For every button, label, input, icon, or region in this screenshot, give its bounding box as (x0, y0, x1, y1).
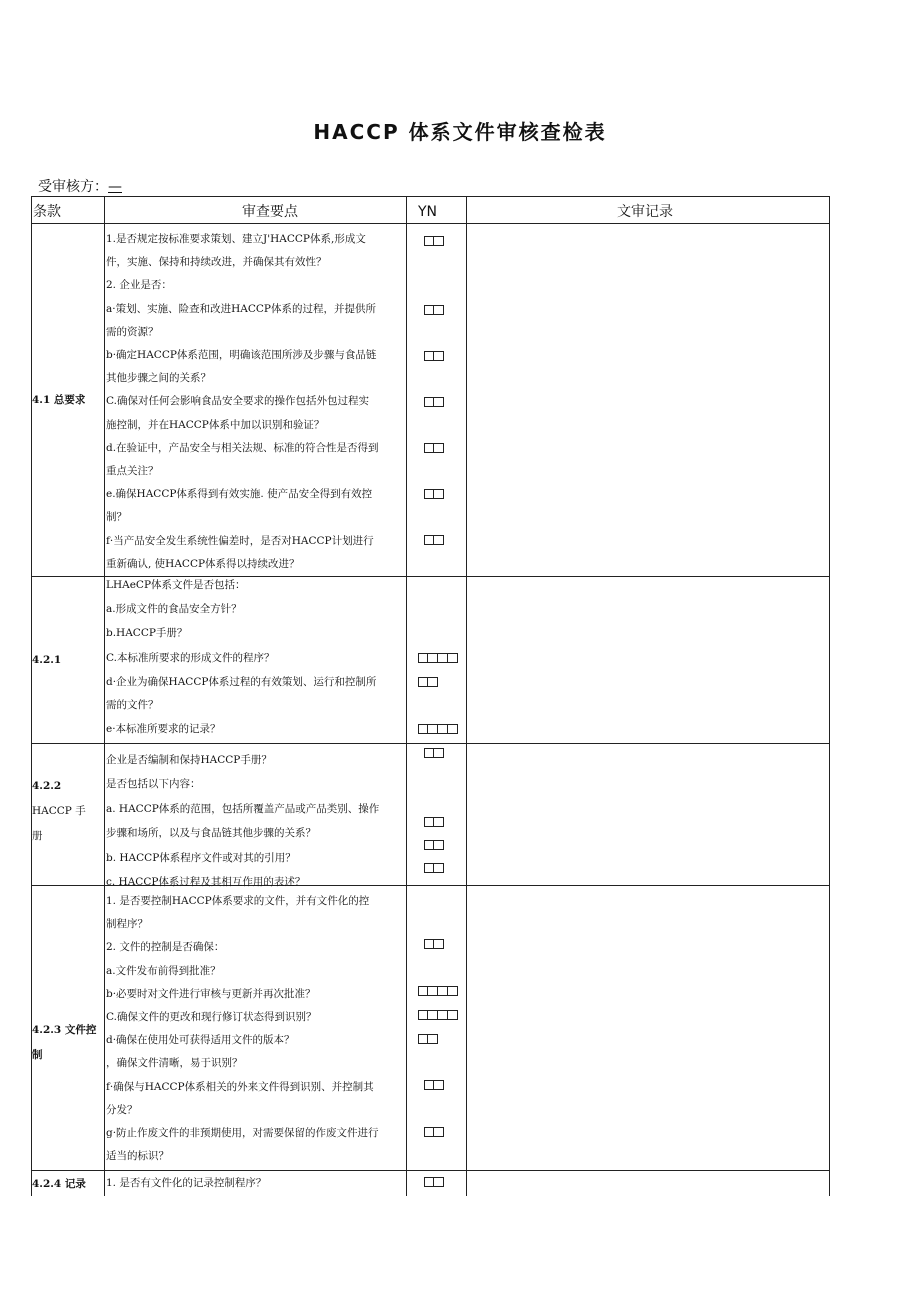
empty-checkbox-icon[interactable] (438, 653, 448, 663)
line: b. HACCP体系程序文件或对其的引用？ (106, 851, 296, 864)
column-divider (466, 196, 467, 1196)
line: a.文件发布前得到批准？ (106, 964, 221, 977)
empty-checkbox-icon[interactable] (424, 817, 434, 827)
checkbox-pair[interactable] (424, 748, 444, 758)
empty-checkbox-icon[interactable] (428, 986, 438, 996)
clause-4-1: 4.1 总要求 (32, 394, 86, 406)
empty-checkbox-icon[interactable] (424, 236, 434, 246)
empty-checkbox-icon[interactable] (434, 1127, 444, 1137)
section-4-2-1-points (106, 574, 406, 741)
checkbox-pair[interactable] (424, 489, 444, 499)
empty-checkbox-icon[interactable] (434, 397, 444, 407)
line: 是否包括以下内容： (106, 778, 201, 791)
empty-checkbox-icon[interactable] (438, 986, 448, 996)
empty-checkbox-icon[interactable] (424, 351, 434, 361)
empty-checkbox-icon[interactable] (418, 653, 428, 663)
header-yn: YN (418, 204, 438, 220)
line: g·防止作废文件的非预期使用，对需要保留的作废文件进行 (106, 1127, 379, 1140)
empty-checkbox-icon[interactable] (438, 724, 448, 734)
page-title: HACCP 体系文件审核查检表 (313, 120, 607, 144)
line: e.确保HACCP体系得到有效实施. 使产品安全得到有效控 (106, 488, 373, 501)
empty-checkbox-icon[interactable] (448, 1010, 458, 1020)
empty-checkbox-icon[interactable] (434, 817, 444, 827)
auditee-value: — (108, 179, 122, 195)
empty-checkbox-icon[interactable] (434, 939, 444, 949)
line: e·本标准所要求的记录？ (106, 723, 221, 736)
line: 分发？ (106, 1103, 138, 1116)
empty-checkbox-icon[interactable] (424, 535, 434, 545)
section-4-2-4-points (106, 1172, 406, 1195)
header-points: 审查要点 (242, 204, 298, 220)
clause-4-2-4: 4.2.4 记录 (32, 1178, 86, 1190)
empty-checkbox-icon[interactable] (448, 986, 458, 996)
empty-checkbox-icon[interactable] (424, 863, 434, 873)
line: 其他步骤之间的关系？ (106, 372, 211, 385)
row-divider (31, 1170, 829, 1171)
checkbox-pair[interactable] (424, 397, 444, 407)
clause-line: 册 (32, 830, 43, 842)
empty-checkbox-icon[interactable] (424, 748, 434, 758)
line: b.HACCP手册？ (106, 627, 188, 640)
empty-checkbox-icon[interactable] (424, 1127, 434, 1137)
clause-4-2-3: 4.2.3 文件控制 (32, 1024, 97, 1061)
line: f·当产品安全发生系统性偏差时，是否对HACCP计划进行 (106, 534, 374, 547)
empty-checkbox-icon[interactable] (424, 443, 434, 453)
line: d·确保在使用处可获得适用文件的版本？ (106, 1034, 295, 1047)
empty-checkbox-icon[interactable] (424, 489, 434, 499)
line: 重新确认, 使HACCP体系得以持续改进？ (106, 557, 300, 570)
checkbox-pair[interactable] (418, 677, 438, 687)
section-4-1-points (106, 228, 406, 576)
line: 制？ (106, 511, 127, 524)
checkbox-pair[interactable] (424, 236, 444, 246)
header-record: 文审记录 (617, 204, 673, 220)
row-divider (31, 743, 829, 744)
empty-checkbox-icon[interactable] (428, 653, 438, 663)
line: d·企业为确保HACCP体系过程的有效策划、运行和控制所 (106, 675, 377, 688)
line: 件，实施、保持和持续改进，并确保其有效性？ (106, 256, 327, 269)
line: a.形成文件的食品安全方针？ (106, 603, 242, 616)
empty-checkbox-icon[interactable] (424, 939, 434, 949)
empty-checkbox-icon[interactable] (434, 305, 444, 315)
checkbox-pair[interactable] (424, 351, 444, 361)
checkbox-pair[interactable] (418, 1034, 438, 1044)
empty-checkbox-icon[interactable] (418, 677, 428, 687)
line: 1. 是否有文件化的记录控制程序？ (106, 1177, 267, 1189)
line: 重点关注？ (106, 465, 159, 478)
line: 2. 企业是否： (106, 279, 172, 292)
line: C.确保对任何会影响食品安全要求的操作包括外包过程实 (106, 395, 369, 408)
column-divider (406, 196, 407, 1196)
checkbox-pair[interactable] (424, 443, 444, 453)
empty-checkbox-icon[interactable] (428, 1034, 438, 1044)
line: 1.是否规定按标准要求策划、建立J'HACCP体系,形成文 (106, 233, 366, 245)
line: 需的文件？ (106, 699, 159, 712)
empty-checkbox-icon[interactable] (424, 397, 434, 407)
line: 需的资源？ (106, 325, 159, 338)
line: 1. 是否要控制HACCP体系要求的文件，并有文件化的控 (106, 895, 370, 907)
table-border-right (829, 196, 830, 1196)
empty-checkbox-icon[interactable] (418, 1010, 428, 1020)
clause-line: 4.2.2 (32, 780, 62, 792)
empty-checkbox-icon[interactable] (428, 724, 438, 734)
checkbox-pair[interactable] (424, 817, 444, 827)
empty-checkbox-icon[interactable] (448, 724, 458, 734)
checkbox-quad[interactable] (418, 986, 458, 996)
empty-checkbox-icon[interactable] (418, 724, 428, 734)
checkbox-pair[interactable] (424, 1127, 444, 1137)
section-4-2-2-points (106, 748, 406, 894)
empty-checkbox-icon[interactable] (434, 351, 444, 361)
empty-checkbox-icon[interactable] (428, 1010, 438, 1020)
line: 制程序？ (106, 918, 148, 931)
empty-checkbox-icon[interactable] (434, 443, 444, 453)
line: b·必要时对文件进行审核与更新并再次批准？ (106, 987, 316, 1000)
empty-checkbox-icon[interactable] (424, 1080, 434, 1090)
checkbox-pair[interactable] (424, 840, 444, 850)
empty-checkbox-icon[interactable] (418, 1034, 428, 1044)
empty-checkbox-icon[interactable] (424, 305, 434, 315)
auditee-label: 受审核方： (38, 179, 108, 195)
table-border-top (31, 196, 829, 197)
checkbox-pair[interactable] (424, 863, 444, 873)
line: d.在验证中，产品安全与相关法规、标准的符合性是否得到 (106, 441, 379, 454)
checkbox-quad[interactable] (418, 653, 458, 663)
line: 2. 文件的控制是否确保： (106, 941, 225, 954)
checkbox-pair[interactable] (424, 939, 444, 949)
empty-checkbox-icon[interactable] (424, 840, 434, 850)
empty-checkbox-icon[interactable] (434, 748, 444, 758)
line: a·策划、实施、险查和改进HACCP体系的过程，并提供所 (106, 302, 376, 315)
empty-checkbox-icon[interactable] (434, 840, 444, 850)
checkbox-pair[interactable] (424, 1177, 444, 1187)
empty-checkbox-icon[interactable] (434, 535, 444, 545)
checkbox-quad[interactable] (418, 724, 458, 734)
section-4-2-3-points (106, 890, 406, 1168)
clause-line: HACCP 手 (32, 805, 86, 817)
empty-checkbox-icon[interactable] (434, 1080, 444, 1090)
clause-4-2-1: 4.2.1 (32, 654, 62, 666)
line: b·确定HACCP体系范围，明确该范围所涉及步骤与食品链 (106, 349, 377, 362)
empty-checkbox-icon[interactable] (434, 236, 444, 246)
checkbox-pair[interactable] (424, 1080, 444, 1090)
clause-4-2-2 (32, 774, 104, 849)
checkbox-pair[interactable] (424, 305, 444, 315)
line: c. HACCP体系过程及其相互作用的表述？ (106, 876, 306, 889)
empty-checkbox-icon[interactable] (434, 1177, 444, 1187)
empty-checkbox-icon[interactable] (438, 1010, 448, 1020)
line: C.确保文件的更改和现行修订状态得到识别？ (106, 1011, 317, 1024)
empty-checkbox-icon[interactable] (424, 1177, 434, 1187)
line: C.本标准所要求的形成文件的程序？ (106, 651, 275, 664)
line: 步骤和场所，以及与食品链其他步骤的关系？ (106, 827, 316, 840)
checkbox-quad[interactable] (418, 1010, 458, 1020)
line: 企业是否编制和保持HACCP手册？ (106, 754, 272, 766)
empty-checkbox-icon[interactable] (434, 863, 444, 873)
line: LHAeCP体系文件是否包括： (106, 579, 246, 591)
empty-checkbox-icon[interactable] (434, 489, 444, 499)
line: f·确保与HACCP体系相关的外来文件得到识别、并控制其 (106, 1080, 374, 1093)
line: ，确保文件清晰，易于识别？ (106, 1057, 243, 1070)
line: 适当的标识？ (106, 1150, 169, 1163)
column-divider (104, 196, 105, 1196)
empty-checkbox-icon[interactable] (428, 677, 438, 687)
empty-checkbox-icon[interactable] (448, 653, 458, 663)
line: a. HACCP体系的范围，包括所覆盖产品或产品类别、操作 (106, 802, 380, 815)
checkbox-pair[interactable] (424, 535, 444, 545)
empty-checkbox-icon[interactable] (418, 986, 428, 996)
line: 施控制，并在HACCP体系中加以识别和验证？ (106, 418, 325, 431)
header-clause: 条款 (33, 204, 61, 220)
